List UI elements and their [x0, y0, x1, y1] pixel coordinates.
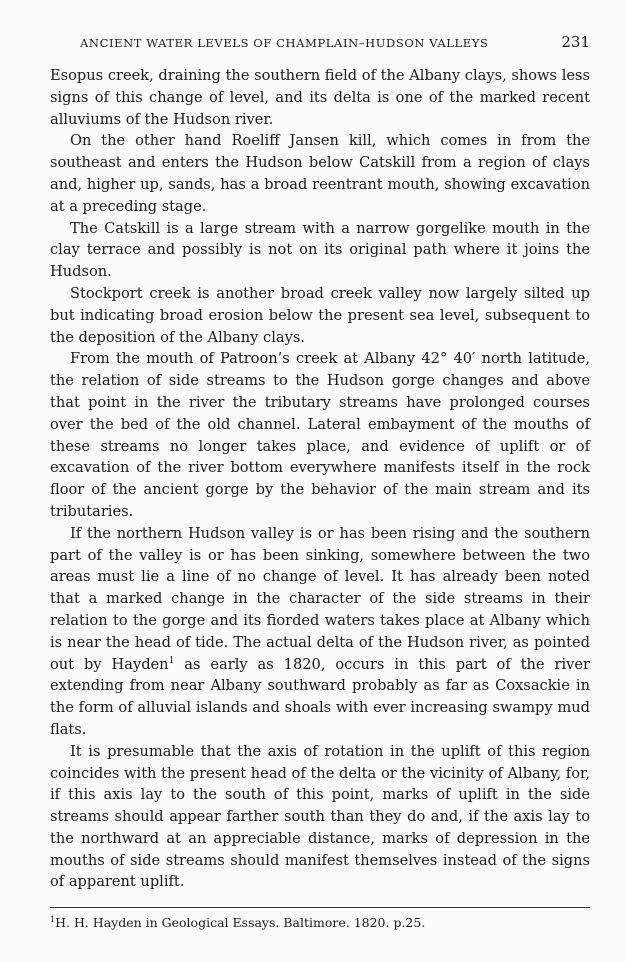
paragraph-2: On the other hand Roeliff Jansen kill, which comes in from the southeast and enters the Hudson below Catskill from a region of clays and, higher up, sands, has a broad reentrant mouth, showing excavation at a preceding stage. [50, 132, 590, 215]
footnote-reference-mark[interactable]: 1 [168, 655, 175, 666]
paragraph-6-text-after-ref: as early as 1820, occurs in this part of the river extending from near Albany southward probably as far as Coxsackie in the form of alluvial islands and shoals with ever increasing swampy mud flats. [50, 655, 590, 738]
paragraph-5: From the mouth of Patroon’s creek at Albany 42° 40′ north latitude, the relation of side streams to the Hudson gorge changes and above that point in the river the tributary streams have prolonged courses over the bed of the old channel. Lateral embayment of the mouths of these streams no longer takes place, and evidence of uplift or of excavation of the river bottom everywhere manifests itself in the rock floor of the ancient gorge by the behavior of the main stream and its tributaries. [50, 350, 590, 520]
footnote-divider [50, 907, 590, 908]
footnote-mark: 1 [50, 914, 56, 924]
paragraph-6-text-before-ref: If the northern Hudson valley is or has been rising and the southern part of the valley is or has been sinking, somewhere between the two areas must lie a line of no change of level. It has already been noted that a marked change in the character of the side streams in their relation to the gorge and its fiorded waters takes place at Albany which is near the head of tide. The actual delta of the Hudson river, as pointed out by Hayden [50, 524, 590, 673]
paragraph-3: The Catskill is a large stream with a narrow gorgelike mouth in the clay terrace and possibly is not on its original path where it joins the Hudson. [50, 219, 590, 281]
page-number: 231 [561, 33, 590, 51]
footnote-text: H. H. Hayden in Geological Essays. Baltimore. 1820. p.25. [55, 915, 426, 930]
body-text [50, 65, 590, 893]
paragraph-6 [50, 523, 590, 741]
paragraph-7: It is presumable that the axis of rotation in the uplift of this region coincides with the present head of the delta or the vicinity of Albany, for, if this axis lay to the south of this point, marks of uplift in the side streams should appear farther south than they do and, if the axis lay to the northward at an appreciable distance, marks of depression in the mouths of side streams should manifest themselves instead of the signs of apparent uplift. [50, 742, 590, 891]
paragraph-1: Esopus creek, draining the southern field of the Albany clays, shows less signs of this change of level, and its delta is one of the marked recent alluviums of the Hudson river. [50, 67, 590, 128]
running-title: ANCIENT WATER LEVELS OF CHAMPLAIN–HUDSON VALLEYS [80, 36, 489, 50]
footnote [50, 915, 590, 931]
paragraph-4: Stockport creek is another broad creek valley now largely silted up but indicating broad erosion below the present sea level, subsequent to the deposition of the Albany clays. [50, 284, 590, 346]
